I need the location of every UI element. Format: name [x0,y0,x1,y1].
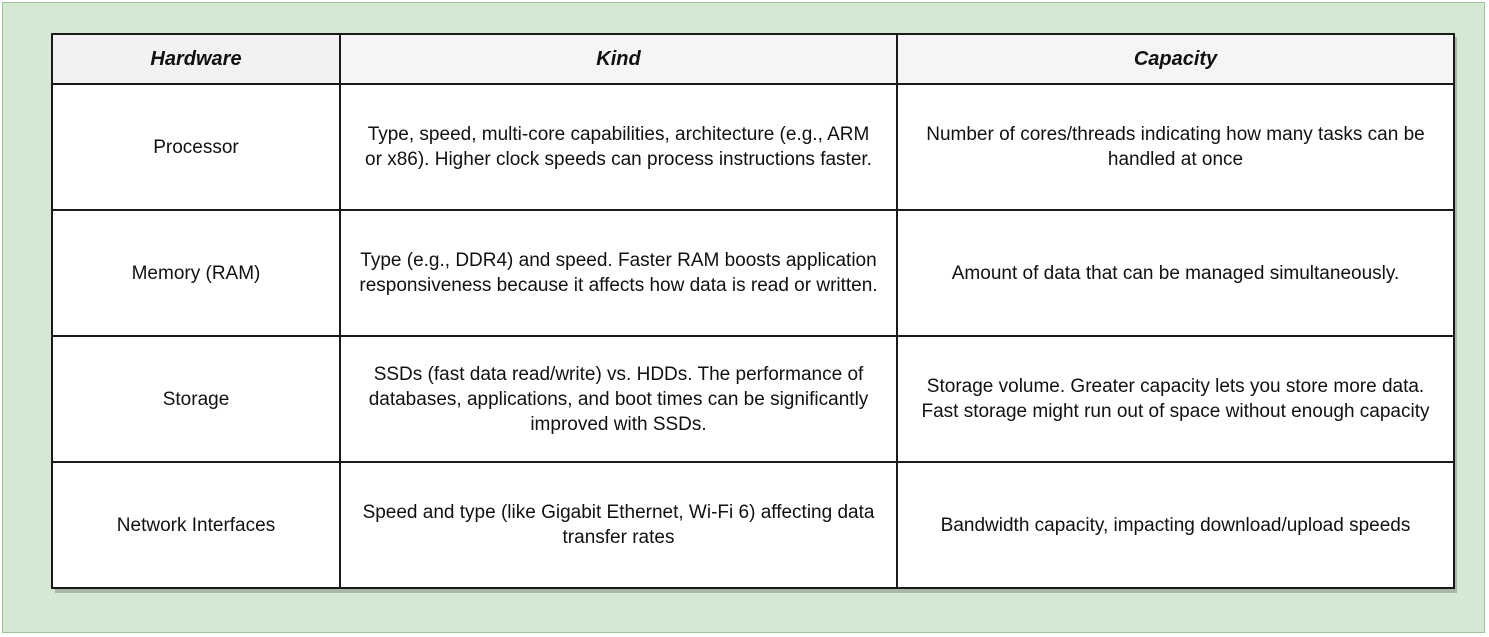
cell-hardware: Storage [52,336,340,462]
header-hardware: Hardware [52,34,340,84]
cell-capacity: Amount of data that can be managed simultaneously. [897,210,1454,336]
cell-hardware: Network Interfaces [52,462,340,588]
cell-kind: Speed and type (like Gigabit Ethernet, Wi-Fi 6) affecting data transfer rates [340,462,897,588]
cell-hardware: Memory (RAM) [52,210,340,336]
diagram-background [2,2,1485,633]
table-row [52,336,1454,462]
cell-capacity: Number of cores/threads indicating how many tasks can be handled at once [897,84,1454,210]
cell-kind: Type, speed, multi-core capabilities, architecture (e.g., ARM or x86). Higher clock speeds can process instructions faster. [340,84,897,210]
header-capacity: Capacity [897,34,1454,84]
hardware-table-container [51,33,1453,589]
cell-kind: Type (e.g., DDR4) and speed. Faster RAM boosts application responsiveness because it affects how data is read or written. [340,210,897,336]
cell-capacity: Storage volume. Greater capacity lets you store more data. Fast storage might run out of space without enough capacity [897,336,1454,462]
header-row [52,34,1454,84]
cell-kind: SSDs (fast data read/write) vs. HDDs. The performance of databases, applications, and boot times can be significantly improved with SSDs. [340,336,897,462]
cell-capacity: Bandwidth capacity, impacting download/upload speeds [897,462,1454,588]
header-kind: Kind [340,34,897,84]
table-row [52,210,1454,336]
table-row [52,462,1454,588]
hardware-table [51,33,1455,589]
table-row [52,84,1454,210]
cell-hardware: Processor [52,84,340,210]
